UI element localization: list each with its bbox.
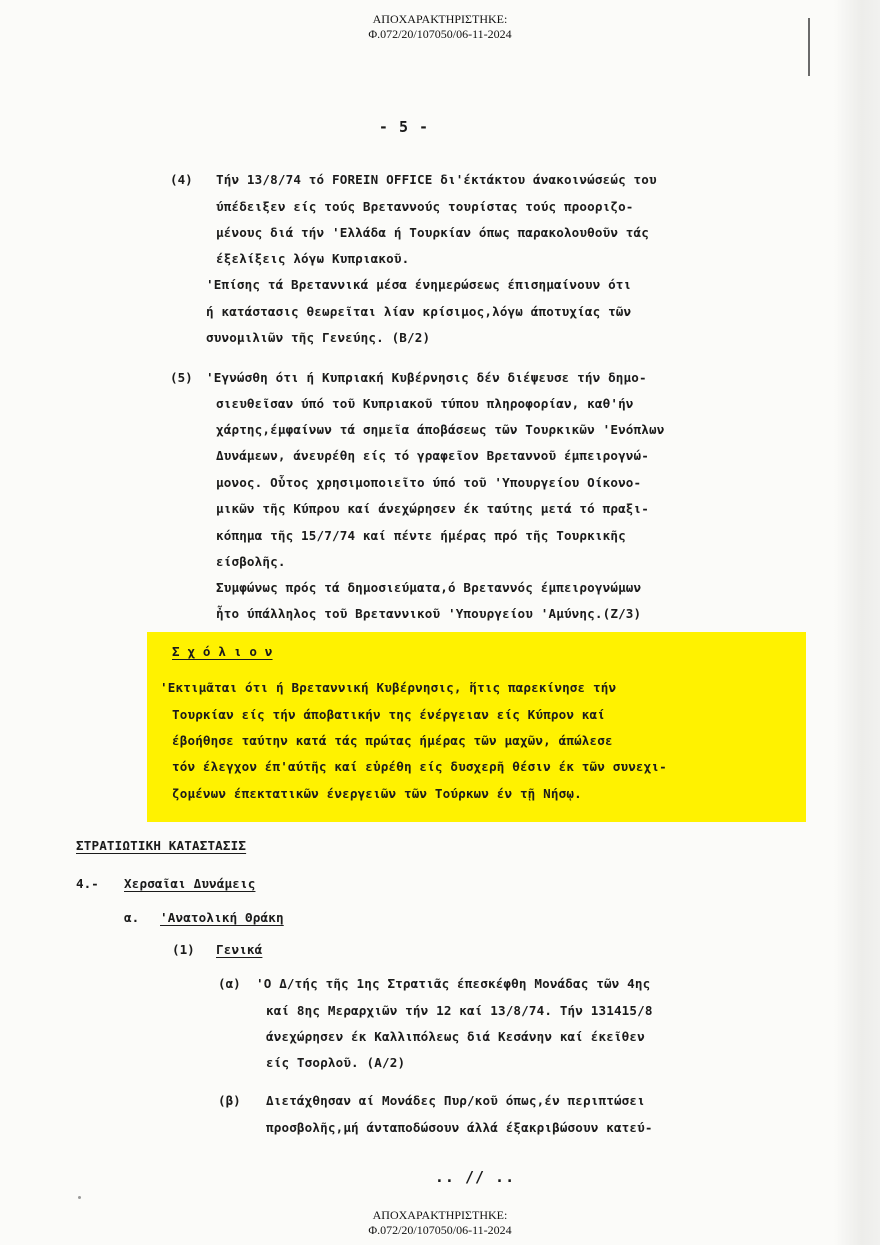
stamp-reference: Φ.072/20/107050/06-11-2024 xyxy=(368,1223,512,1237)
section-4-title: Χερσαῖαι Δυνάμεις xyxy=(124,876,256,891)
comment-line: ζομένων έπεκτατικῶν ένεργειῶν τῶν Τούρκων έν τῇ Νήσῳ. xyxy=(172,786,582,801)
stamp-label: ΑΠΟΧΑΡΑΚΤΗΡΙΣΤΗΚΕ: xyxy=(372,1208,508,1222)
subsection-1-title: Γενικά xyxy=(216,942,263,957)
para-b-line: προσβολῆς,μή άνταποδώσουν άλλά έξακριβώσουν κατεύ- xyxy=(266,1120,653,1135)
para-a-line: είς Τσορλοῦ. (Α/2) xyxy=(266,1055,406,1070)
subsection-a-number: α. xyxy=(124,910,140,925)
para-b-number: (β) xyxy=(218,1093,241,1108)
item-5-line: χάρτης,έμφαίνων τά σημεῖα άποβάσεως τῶν Τουρκικῶν 'Ενόπλων xyxy=(216,422,665,437)
item-5-line: σιευθεῖσαν ύπό τοῦ Κυπριακοῦ τύπου πληροφορίαν, καθ'ήν xyxy=(216,396,634,411)
scan-edge-shadow xyxy=(834,0,880,1245)
subsection-a-title: 'Ανατολική Θράκη xyxy=(160,910,284,925)
comment-line: τόν έλεγχον έπ'αύτῆς καί εὑρέθη είς δυσχερῆ θέσιν έκ τῶν συνεχι- xyxy=(172,759,667,774)
declassification-stamp-top xyxy=(0,12,880,42)
para-a-line: καί 8ης Μεραρχιῶν τήν 12 καί 13/8/74. Τήν 131415/8 xyxy=(266,1003,653,1018)
item-4-line: ή κατάστασις θεωρεῖται λίαν κρίσιμος,λόγω άποτυχίας τῶν xyxy=(206,304,632,319)
item-4-line: έξελίξεις λόγω Κυπριακοῦ. xyxy=(216,251,410,266)
item-5-line: Δυνάμεων, άνευρέθη είς τό γραφεῖον Βρεταννοῦ έμπειρογνώ- xyxy=(216,448,649,463)
section-title: ΣΤΡΑΤΙΩΤΙΚΗ ΚΑΤΑΣΤΑΣΙΣ xyxy=(76,838,247,853)
comment-heading: Σ χ ό λ ι ο ν xyxy=(172,644,273,659)
item-5-line: 'Εγνώσθη ότι ή Κυπριακή Κυβέρνησις δέν διέψευσε τήν δημο- xyxy=(206,370,647,385)
stamp-label: ΑΠΟΧΑΡΑΚΤΗΡΙΣΤΗΚΕ: xyxy=(372,12,508,26)
comment-line: έβοήθησε ταύτην κατά τάς πρώτας ήμέρας τῶν μαχῶν, άπώλεσε xyxy=(172,733,613,748)
item-5-line: ἦτο ύπάλληλος τοῦ Βρεταννικοῦ 'Υπουργείου 'Αμύνης.(Ζ/3) xyxy=(216,606,642,621)
page-number: - 5 - xyxy=(378,118,430,136)
comment-line: Τουρκίαν είς τήν άποβατικήν της ένέργειαν είς Κύπρον καί xyxy=(172,707,605,722)
para-a-number: (α) xyxy=(218,976,241,991)
subsection-1-number: (1) xyxy=(172,942,195,957)
item-5-number: (5) xyxy=(170,370,193,385)
comment-line: 'Εκτιμᾶται ότι ή Βρεταννική Κυβέρνησις, ἥτις παρεκίνησε τήν xyxy=(160,680,617,695)
stamp-reference: Φ.072/20/107050/06-11-2024 xyxy=(368,27,512,41)
item-4-line: μένους διά τήν 'Ελλάδα ή Τουρκίαν όπως παρακολουθοῦν τάς xyxy=(216,225,649,240)
section-4-number: 4.- xyxy=(76,876,99,891)
declassification-stamp-bottom xyxy=(0,1208,880,1238)
item-4-number: (4) xyxy=(170,172,193,187)
para-a-line: 'Ο Δ/τής τῆς 1ης Στρατιᾶς έπεσκέφθη Μονάδας τῶν 4ης xyxy=(256,976,651,991)
item-4-line: 'Επίσης τά Βρεταννικά μέσα ένημερώσεως έπισημαίνουν ότι xyxy=(206,277,632,292)
item-5-line: μονος. Οὗτος χρησιμοποιεῖτο ύπό τοῦ 'Υπουργείου Οίκονο- xyxy=(216,475,642,490)
item-5-line: κόπημα τῆς 15/7/74 καί πέντε ήμέρας πρό τῆς Τουρκικῆς xyxy=(216,528,626,543)
item-4-line: ύπέδειξεν είς τούς Βρεταννούς τουρίστας τούς προοριζο- xyxy=(216,199,634,214)
para-a-line: άνεχώρησεν έκ Καλλιπόλεως διά Κεσάνην καί έκεῖθεν xyxy=(266,1029,645,1044)
para-b-line: Διετάχθησαν αί Μονάδες Πυρ/κοῦ όπως,έν περιπτώσει xyxy=(266,1093,645,1108)
item-5-line: είσβολῆς. xyxy=(216,554,286,569)
continuation-mark: .. // .. xyxy=(434,1168,516,1186)
scan-speck xyxy=(78,1196,81,1199)
item-5-line: μικῶν τῆς Κύπρου καί άνεχώρησεν έκ ταύτης μετά τό πραξι- xyxy=(216,501,649,516)
item-4-line: συνομιλιῶν τῆς Γενεύης. (Β/2) xyxy=(206,330,431,345)
item-5-line: Συμφώνως πρός τά δημοσιεύματα,ό Βρεταννός έμπειρογνώμων xyxy=(216,580,642,595)
item-4-line: Τήν 13/8/74 τό FOREIN OFFICE δι'έκτάκτου άνακοινώσεώς του xyxy=(216,172,657,187)
